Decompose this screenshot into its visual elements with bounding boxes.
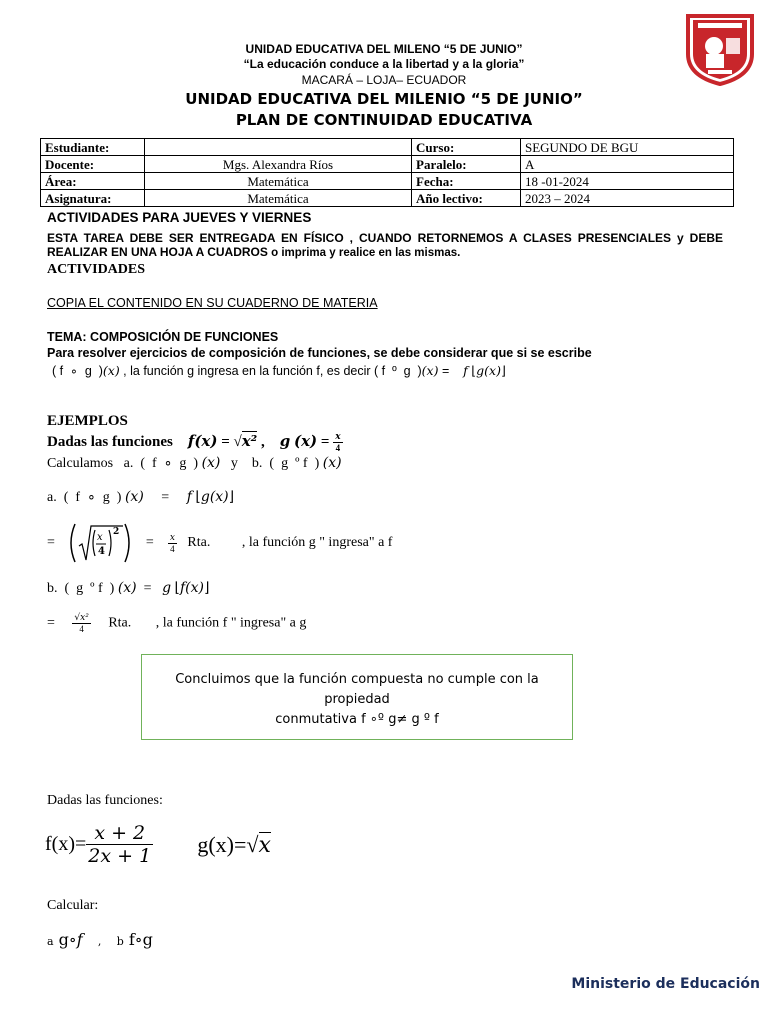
table-row [41,173,734,190]
nested-radical-expression [65,520,135,566]
fecha-label: Fecha: [412,173,521,190]
copy-instruction: COPIA EL CONTENIDO EN SU CUADERNO DE MATERIA [47,296,378,310]
lectivo-value: 2023 – 2024 [521,190,734,207]
paralelo-value: A [521,156,734,173]
composition-explanation: , la función g ingresa en la función f, es decir [119,364,375,378]
composition-definition: ( f ∘ g )(x) , la función g ingresa en la función f, es decir ( f º g )(x) = f ⌊g(x)⌋ [52,363,506,378]
asignatura-value: Matemática [145,190,412,207]
exercise-items: a g∘f , b f∘g [47,930,153,949]
explanation-a: , la función g " ingresa" a f [241,535,393,550]
lectivo-label: Año lectivo: [412,190,521,207]
estudiante-label: Estudiante: [41,139,145,156]
document-title: UNIDAD EDUCATIVA DEL MILENIO “5 DE JUNIO” [185,90,583,108]
school-crest-logo [684,10,756,86]
given-functions-label: Dadas las funciones [47,434,173,450]
rta-label-a: Rta. [187,535,211,550]
notice-bold: ESTA TAREA DEBE SER ENTREGADA EN FÍSICO , CUANDO RETORNEMOS A CLASES PRESENCIALES y DEBE REALIZAR EN UNA HOJA A CUADROS [47,231,723,259]
area-value: Matemática [145,173,412,190]
school-name-header: UNIDAD EDUCATIVA DEL MILENO “5 DE JUNIO” [245,42,523,56]
topic-title: TEMA: COMPOSICIÓN DE FUNCIONES [47,330,279,344]
document-subtitle: PLAN DE CONTINUIDAD EDUCATIVA [235,111,533,129]
instructions-notice [47,231,723,260]
calcular-label: Calcular: [47,898,99,913]
table-row [41,139,734,156]
explanation-b: , la función f " ingresa" a g [155,615,307,631]
student-info-table [40,138,734,207]
svg-text:2: 2 [113,527,120,537]
fecha-value: 18 -01-2024 [521,173,734,190]
conclusion-line-2: conmutativa f ∘º g≠ g º f [275,712,439,727]
svg-text:x: x [97,532,104,543]
notice-rest: o imprima y realice en las mismas. [267,247,461,259]
activities-heading: ACTIVIDADES PARA JUEVES Y VIERNES [47,210,312,225]
docente-label: Docente: [41,156,145,173]
asignatura-label: Asignatura: [41,190,145,207]
examples-heading: EJEMPLOS [47,413,128,429]
curso-label: Curso: [412,139,521,156]
table-row [41,156,734,173]
school-motto: “La educación conduce a la libertad y a la gloria” [243,57,525,71]
compute-prompt: Calculamos a. ( f ∘ g ) (x) y b. ( g º f ) (x) [47,455,342,471]
calculamos-label: Calculamos [47,456,114,471]
conclusion-text [141,670,573,730]
example-a-result: = x 4 2 = $\frac{x}{4}$ Rta. , la función g " ingresa" a f [47,520,392,568]
example-b: b. ( g º f ) (x) = g ⌊f(x)⌋ [47,580,210,596]
given-functions-1: Dadas las funciones f(x) = √x² , g (x) = $\frac{x}{4}$ [47,432,341,454]
intro-paragraph: Para resolver ejercicios de composición de funciones, se debe considerar que si se escribe [47,346,592,360]
ministry-footer: Ministerio de Educación [571,976,760,992]
school-location: MACARÁ – LOJA– ECUADOR [301,73,467,87]
actividades-heading: ACTIVIDADES [47,262,146,277]
exercise-functions: f(x)= $\frac{x + 2}{2x + 1}$ g(x)=√x [45,822,271,867]
given-functions-2: Dadas las funciones: [47,793,163,808]
curso-value: SEGUNDO DE BGU [521,139,734,156]
estudiante-value [145,139,412,156]
svg-text:4: 4 [98,546,106,557]
area-label: Área: [41,173,145,190]
table-row [41,190,734,207]
example-b-result: = $\frac{\text{√x²}}{4}$ Rta. , la función f " ingresa" a g [47,613,307,634]
example-a: a. ( f ∘ g ) (x) = f ⌊g(x)⌋ [47,489,235,505]
docente-value: Mgs. Alexandra Ríos [145,156,412,173]
rta-label-b: Rta. [108,615,132,631]
paralelo-label: Paralelo: [412,156,521,173]
conclusion-line-1: Concluimos que la función compuesta no cumple con la propiedad [175,672,539,707]
